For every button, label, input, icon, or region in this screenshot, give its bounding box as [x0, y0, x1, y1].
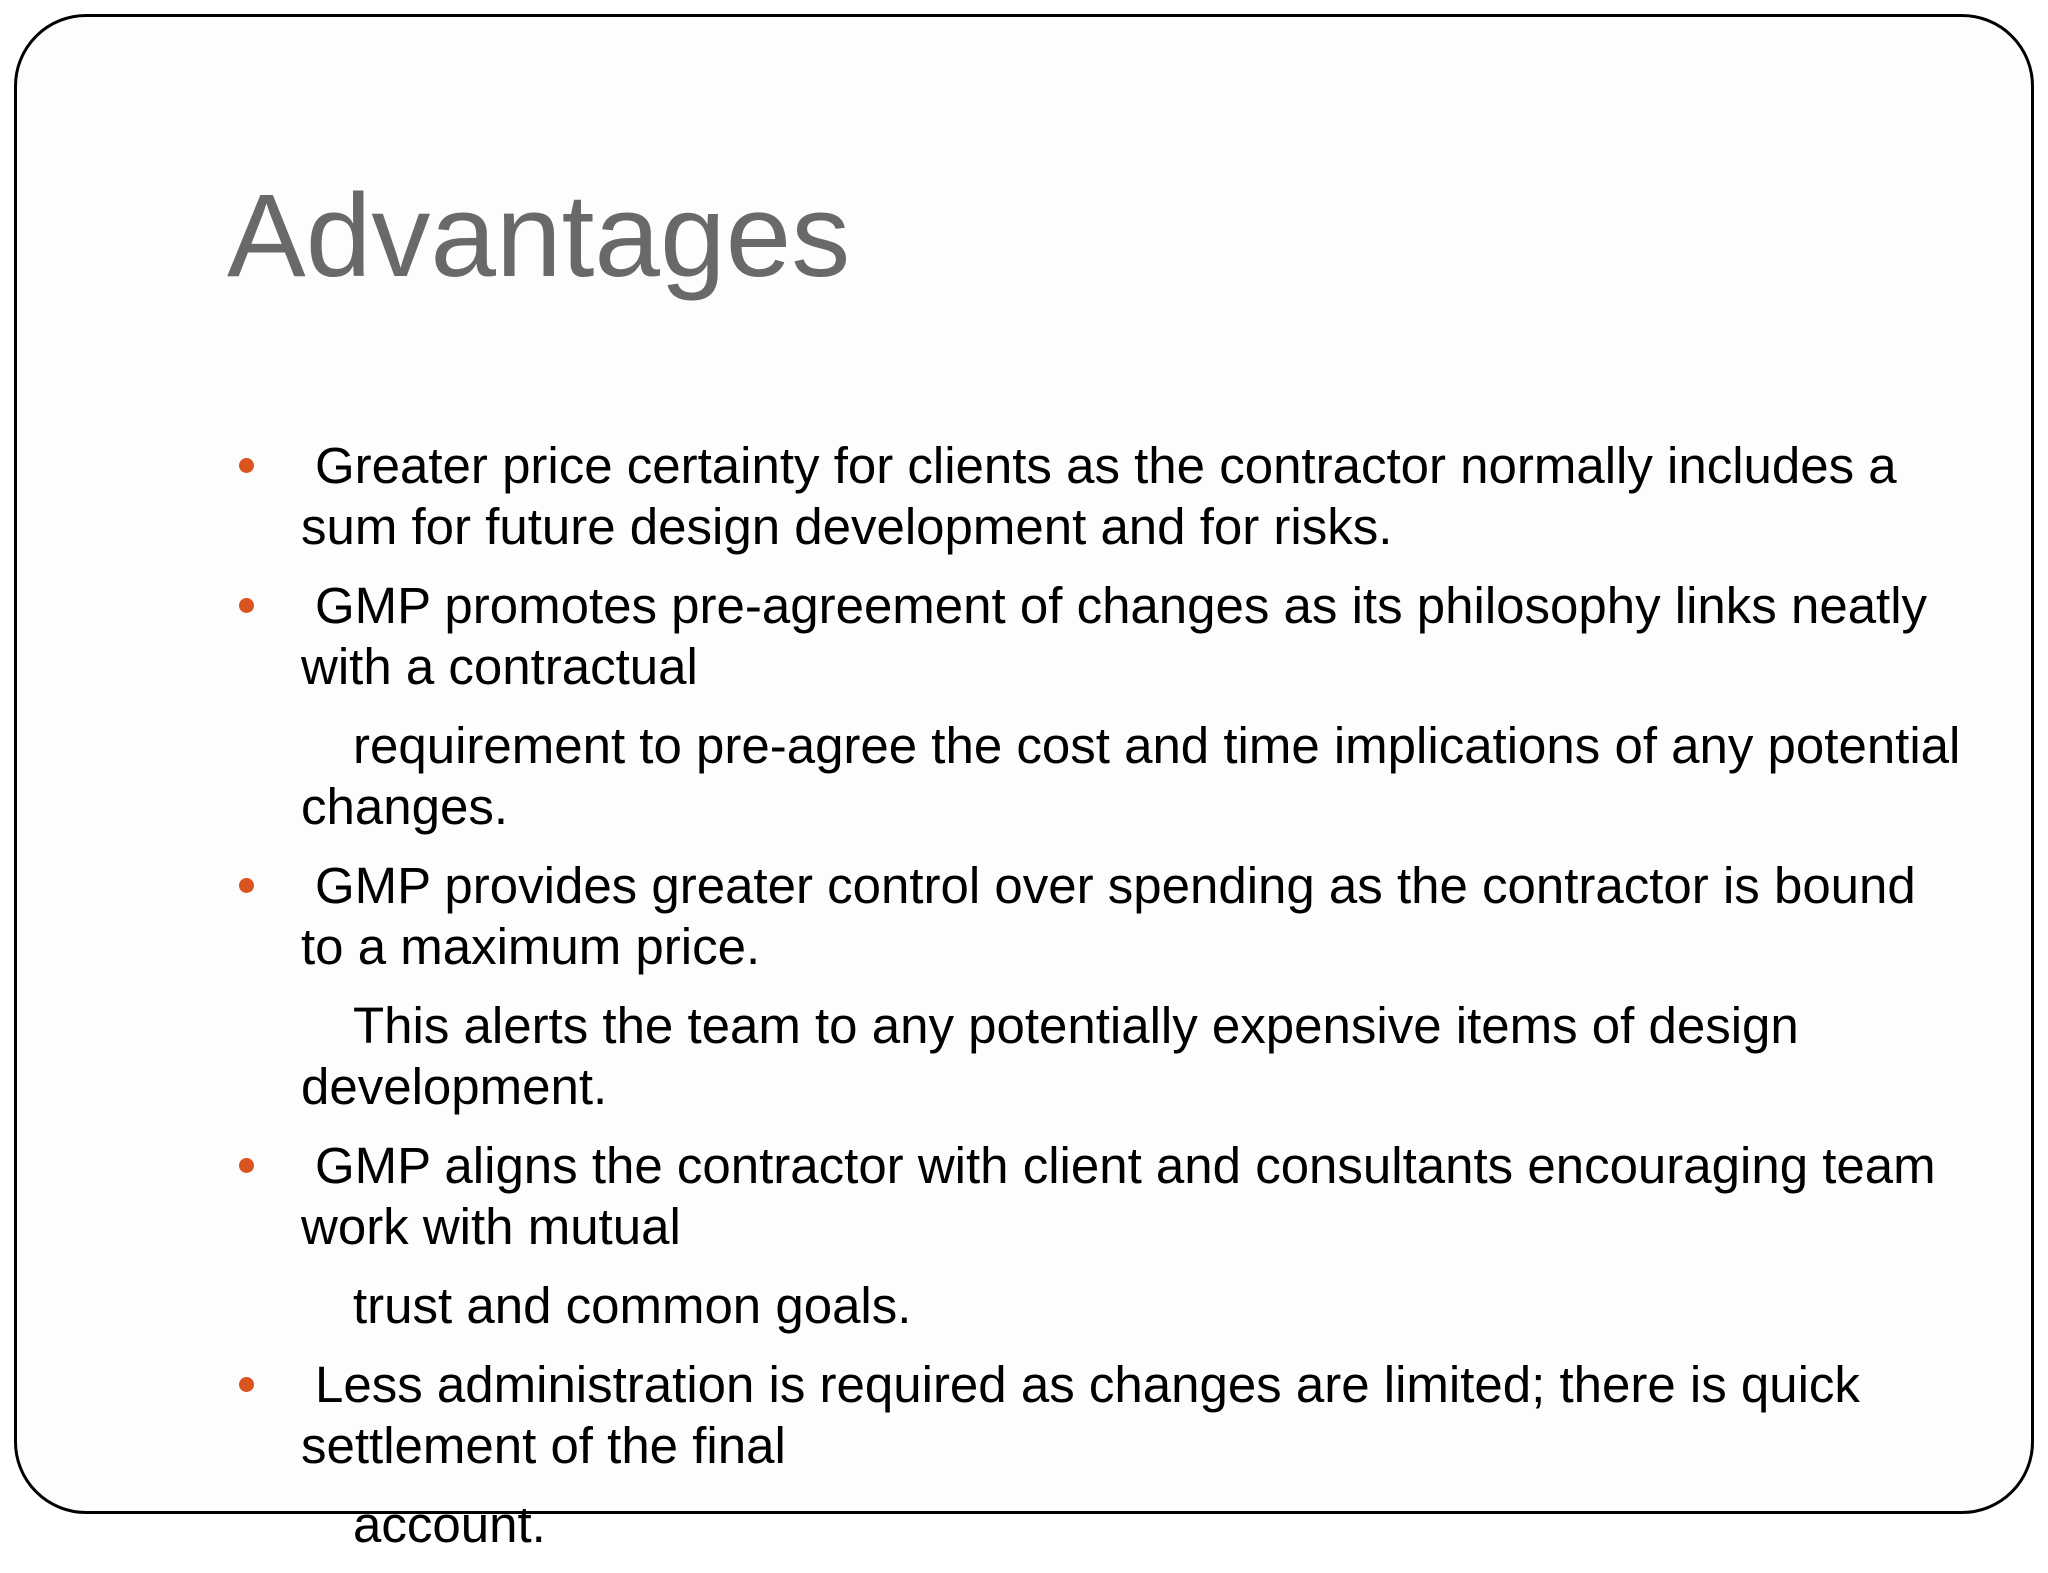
bullet-dot-icon	[239, 1377, 254, 1392]
bullet-item	[227, 1135, 1967, 1257]
bullet-continuation: requirement to pre-agree the cost and time implications of any potential changes.	[301, 717, 1961, 835]
bullet-text: GMP promotes pre-agreement of changes as its philosophy links neatly with a contractual	[301, 577, 1928, 695]
bullet-dot-icon	[239, 878, 254, 893]
bullet-item	[227, 855, 1967, 977]
bullet-text: GMP aligns the contractor with client and consultants encouraging team work with mutual	[301, 1137, 1936, 1255]
bullet-list	[227, 435, 1967, 1573]
bullet-item	[227, 435, 1967, 557]
bullet-continuation: This alerts the team to any potentially expensive items of design development.	[301, 997, 1799, 1115]
bullet-item	[227, 575, 1967, 697]
bullet-continuation: account.	[353, 1496, 546, 1553]
bullet-text: Greater price certainty for clients as the contractor normally includes a sum for future design development and for risks.	[301, 437, 1897, 555]
slide-title: Advantages	[227, 170, 851, 302]
bullet-text: GMP provides greater control over spending as the contractor is bound to a maximum price.	[301, 857, 1916, 975]
bullet-dot-icon	[239, 598, 254, 613]
bullet-dot-icon	[239, 1158, 254, 1173]
bullet-dot-icon	[239, 458, 254, 473]
slide-frame	[14, 14, 2034, 1553]
bullet-text: Less administration is required as changes are limited; there is quick settlement of the final	[301, 1356, 1860, 1474]
bullet-item	[227, 1354, 1967, 1476]
bullet-continuation: trust and common goals.	[353, 1277, 912, 1334]
